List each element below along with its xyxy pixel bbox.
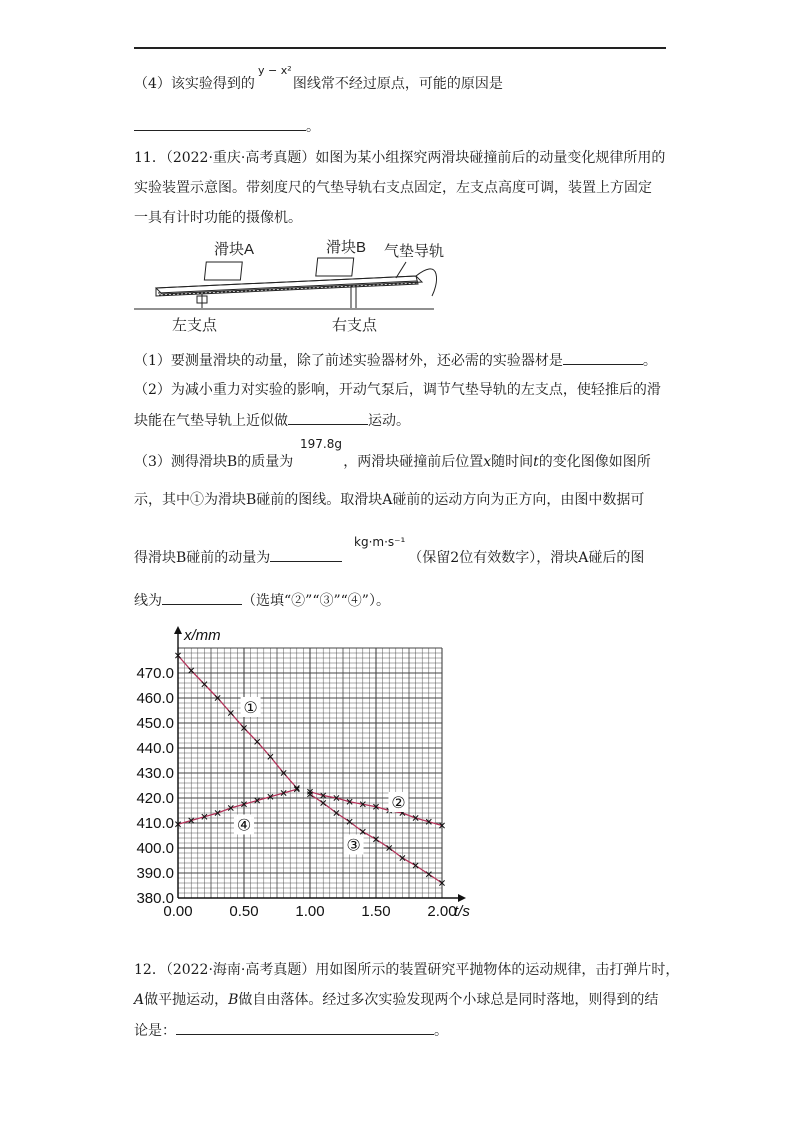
q11-p3-line1 <box>134 452 651 472</box>
q12-text-d: 做自由落体。经过多次实验发现两个小球总是同时落地，则得到的结 <box>238 992 659 1008</box>
q10-answer-line <box>134 116 320 137</box>
ball-a: A <box>134 992 145 1008</box>
right-support-label: 右支点 <box>332 317 378 334</box>
q12-answer-blank[interactable] <box>176 1020 434 1035</box>
q11-p2-text: 块能在气垫导轨上近似做 <box>134 413 288 429</box>
x-tick-label: 1.50 <box>361 903 391 920</box>
slider-b <box>316 258 354 276</box>
q11-p3-text-e: 得滑块B碰前的动量为 <box>134 550 271 566</box>
series-label: ① <box>243 700 258 717</box>
q12-line3 <box>134 1020 448 1041</box>
q10-part4 <box>134 74 503 94</box>
x-tick-label: 2.00 <box>427 903 457 920</box>
y-tick-label: 430.0 <box>136 765 174 782</box>
position-time-chart <box>120 618 480 928</box>
q11-p1-text: （1）要测量滑块的动量，除了前述实验器材外，还必需的实验器材是 <box>134 353 563 369</box>
q11-p3-text-c: 随时间 <box>491 454 534 470</box>
y-axis-arrow <box>174 626 182 634</box>
series-label: ③ <box>346 837 361 855</box>
y-tick-label: 410.0 <box>136 815 174 832</box>
x-axis-arrow <box>458 894 466 902</box>
chart-grid <box>178 648 442 898</box>
y-tick-label: 460.0 <box>136 690 174 707</box>
q11-p3-line3 <box>134 547 644 568</box>
air-track-diagram <box>134 236 454 336</box>
q11-p3-text-g: 线为 <box>134 593 162 609</box>
q11-p3-text-h: （选填“②”“③”“④”）。 <box>242 593 390 609</box>
q11-line3: 一具有计时功能的摄像机。 <box>134 210 302 226</box>
y-tick-label: 470.0 <box>136 665 174 682</box>
y-tick-label: 440.0 <box>136 740 174 757</box>
q11-p1-end: 。 <box>642 353 657 369</box>
var-t: t <box>533 454 539 470</box>
q11-p3-line2: 示，其中①为滑块B碰前的图线。取滑块A碰前的运动方向为正方向，由图中数据可 <box>134 492 645 508</box>
y-tick-label: 390.0 <box>136 865 174 882</box>
mass-value: 197.8g <box>300 437 342 451</box>
q10-part4-suffix: 图线常不经过原点，可能的原因是 <box>292 76 503 92</box>
q11-p2-line1: （2）为减小重力对实验的影响，开动气泵后，调节气垫导轨的左支点，使轻推后的滑 <box>134 382 661 398</box>
slider-a <box>204 262 242 280</box>
series-label: ② <box>391 795 406 812</box>
top-rule <box>134 47 666 49</box>
y-tick-label: 380.0 <box>136 890 174 907</box>
q11-p1 <box>134 350 657 371</box>
q12-line2 <box>134 990 658 1010</box>
q11-p1-blank[interactable] <box>563 350 643 365</box>
ball-b: B <box>228 992 239 1008</box>
q10-part4-prefix: （4）该实验得到的 <box>134 76 255 92</box>
y-tick-label: 420.0 <box>136 790 174 807</box>
q11-p3-blank1[interactable] <box>270 547 342 562</box>
q11-line1: 11．（2022·重庆·高考真题）如图为某小组探究两滑块碰撞前后的动量变化规律所用的 <box>134 150 666 166</box>
q11-line2: 实验装置示意图。带刻度尺的气垫导轨右支点固定，左支点高度可调，装置上方固定 <box>134 180 652 196</box>
q11-p2-blank[interactable] <box>288 410 368 425</box>
q10-answer-end: 。 <box>306 119 320 135</box>
q12-text-e: 论是： <box>134 1023 176 1039</box>
var-x: x <box>483 454 492 470</box>
q11-p3-text-d: 的变化图像如图所 <box>538 454 651 470</box>
q12-text-b: 做平抛运动， <box>144 992 229 1008</box>
q12-text-end: 。 <box>434 1023 448 1039</box>
x-tick-label: 0.00 <box>163 903 193 920</box>
x-tick-label: 1.00 <box>295 903 325 920</box>
x-tick-label: 0.50 <box>229 903 259 920</box>
y-tick-label: 400.0 <box>136 840 174 857</box>
momentum-unit: kg·m·s⁻¹ <box>354 535 406 549</box>
q11-p3-text-a: （3）测得滑块B的质量为 <box>134 454 294 470</box>
slider-a-label: 滑块A <box>214 241 255 258</box>
series-label: ④ <box>236 817 252 835</box>
q11-p3-line4 <box>134 590 390 611</box>
q10-formula: y − x² <box>258 64 292 77</box>
q10-answer-blank[interactable] <box>134 116 306 131</box>
x-axis-label: t/s <box>454 903 470 920</box>
q11-p2-end: 运动。 <box>368 413 410 429</box>
y-tick-label: 450.0 <box>136 715 174 732</box>
left-support-label: 左支点 <box>172 317 218 334</box>
q11-p3-text-f: （保留2位有效数字），滑块A碰后的图 <box>408 550 645 566</box>
q11-p3-text-b: ，两滑块碰撞前后位置 <box>343 454 484 470</box>
air-track-label: 气垫导轨 <box>384 243 445 260</box>
slider-b-label: 滑块B <box>326 239 367 256</box>
q11-p3-blank2[interactable] <box>162 590 242 605</box>
y-axis-label: x/mm <box>184 627 221 644</box>
q11-p2-line2 <box>134 410 410 431</box>
q12-line1: 12．（2022·海南·高考真题）用如图所示的装置研究平抛物体的运动规律，击打弹片时， <box>134 962 680 978</box>
